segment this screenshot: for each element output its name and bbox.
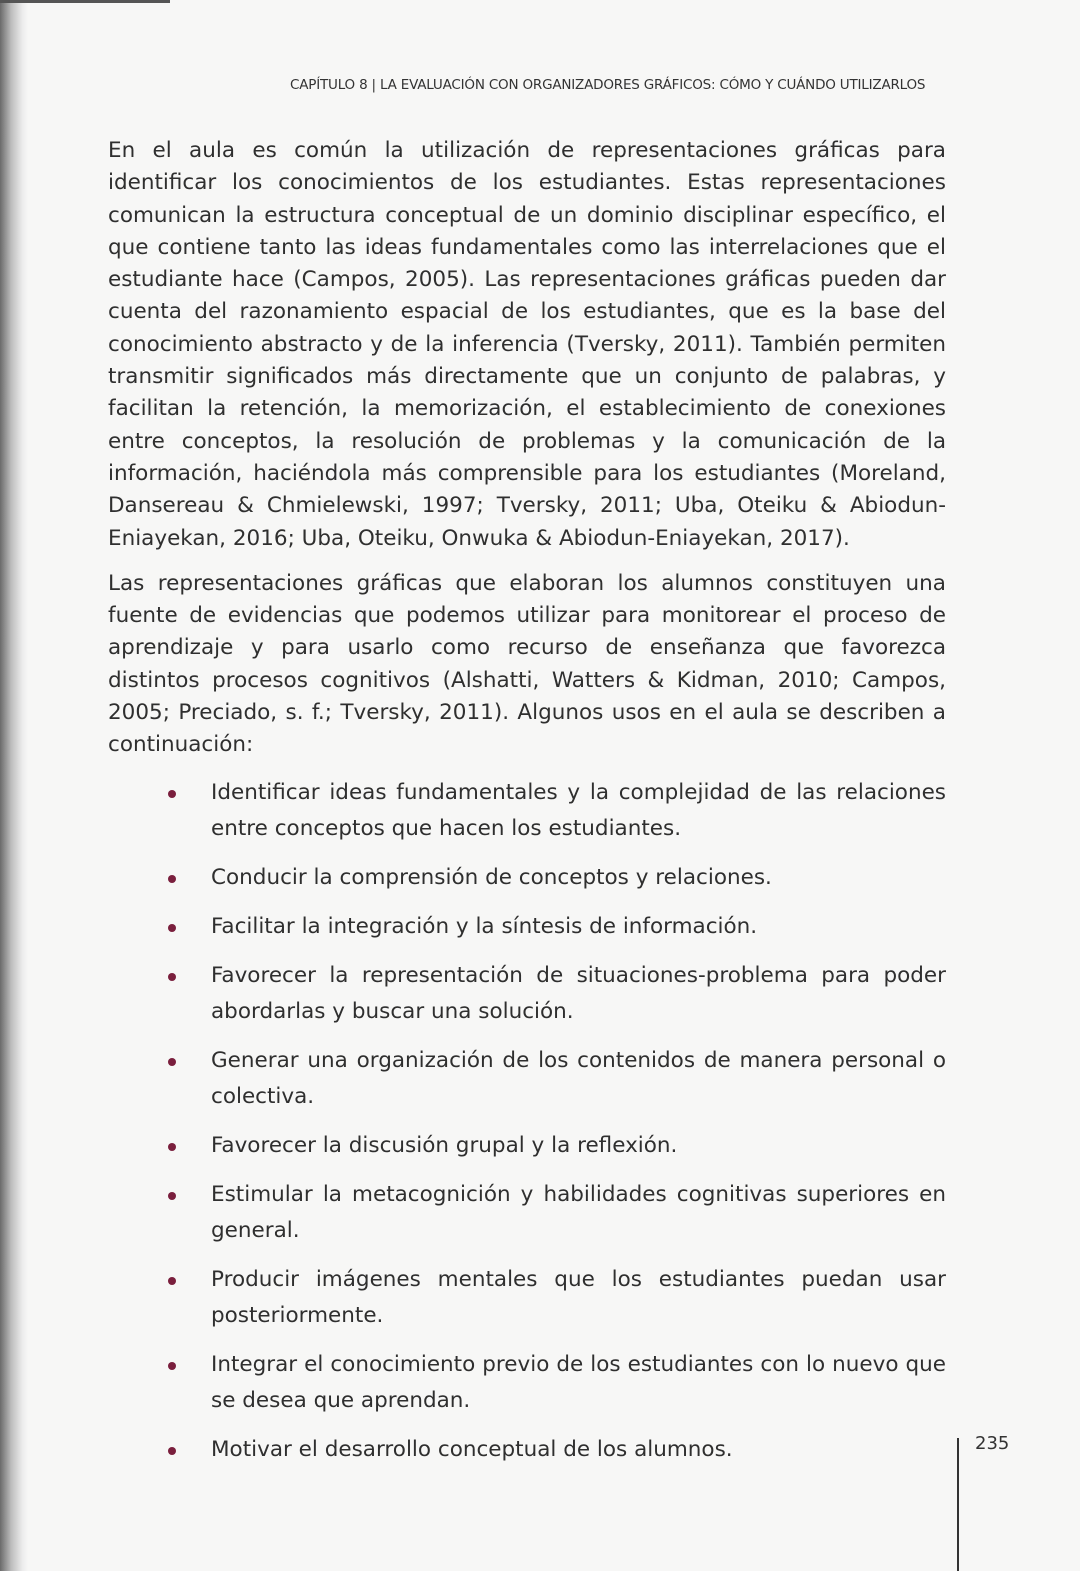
list-item: Favorecer la discusión grupal y la reflexión. — [108, 1128, 946, 1164]
bullet-icon — [168, 924, 176, 932]
bullet-icon — [168, 1143, 176, 1151]
paragraph: Las representaciones gráficas que elaboran los alumnos constituyen una fuente de evidencias que podemos utilizar para monitorear el proceso de aprendizaje y para usarlo como recurso de enseñanza que favorezca distintos procesos cognitivos (Alshatti, Watters & Kidman, 2010; Campos, 2005; Preciado, s. f.; Tversky, 2011). Algunos usos en el aula se describen a continuación: — [108, 570, 946, 758]
bullet-icon — [168, 1277, 176, 1285]
scan-top-line — [0, 0, 170, 3]
list-item: Estimular la metacognición y habilidades cognitivas superiores en general. — [108, 1177, 946, 1249]
list-item: Favorecer la representación de situaciones-problema para poder abordarlas y buscar una solución. — [108, 958, 946, 1030]
list-item: Generar una organización de los contenidos de manera personal o colectiva. — [108, 1043, 946, 1115]
bullet-icon — [168, 1192, 176, 1200]
page-number: 235 — [975, 1433, 1010, 1454]
bullet-icon — [168, 1362, 176, 1370]
page-body — [108, 135, 946, 1481]
bullet-icon — [168, 1058, 176, 1066]
list-item: Identificar ideas fundamentales y la complejidad de las relaciones entre conceptos que hacen los estudiantes. — [108, 775, 946, 847]
bullet-icon — [168, 875, 176, 883]
list-item: Motivar el desarrollo conceptual de los alumnos. — [108, 1432, 946, 1468]
list-item: Conducir la comprensión de conceptos y relaciones. — [108, 860, 946, 896]
paragraph: En el aula es común la utilización de representaciones gráficas para identificar los conocimientos de los estudiantes. Estas representaciones comunican la estructura conceptual de un dominio disciplinar específico, el que contiene tanto las ideas fundamentales como las interrelaciones que el estudiante hace (Campos, 2005). Las representaciones gráficas pueden dar cuenta del razonamiento espacial de los estudiantes, que es la base del conocimiento abstracto y de la inferencia (Tversky, 2011). También permiten transmitir significados más directamente que un conjunto de palabras, y facilitan la retención, la memorización, el establecimiento de conexiones entre conceptos, la resolución de problemas y la comunicación de la información, haciéndola más comprensible para los estudiantes (Moreland, Dansereau & Chmielewski, 1997; Tversky, 2011; Uba, Oteiku & Abiodun-Eniayekan, 2016; Uba, Oteiku, Onwuka & Abiodun-Eniayekan, 2017). — [108, 138, 946, 551]
page-number-rule — [957, 1438, 959, 1571]
bullet-icon — [168, 973, 176, 981]
list-item: Producir imágenes mentales que los estudiantes puedan usar posteriormente. — [108, 1262, 946, 1334]
running-header: CAPÍTULO 8 | LA EVALUACIÓN CON ORGANIZADORES GRÁFICOS: CÓMO Y CUÁNDO UTILIZARLOS — [290, 77, 926, 93]
list-item: Facilitar la integración y la síntesis de información. — [108, 909, 946, 945]
scan-edge-shadow — [0, 0, 28, 1571]
bullet-icon — [168, 790, 176, 798]
bullet-icon — [168, 1447, 176, 1455]
list-item: Integrar el conocimiento previo de los estudiantes con lo nuevo que se desea que aprendan. — [108, 1347, 946, 1419]
bullet-list — [108, 775, 946, 1468]
